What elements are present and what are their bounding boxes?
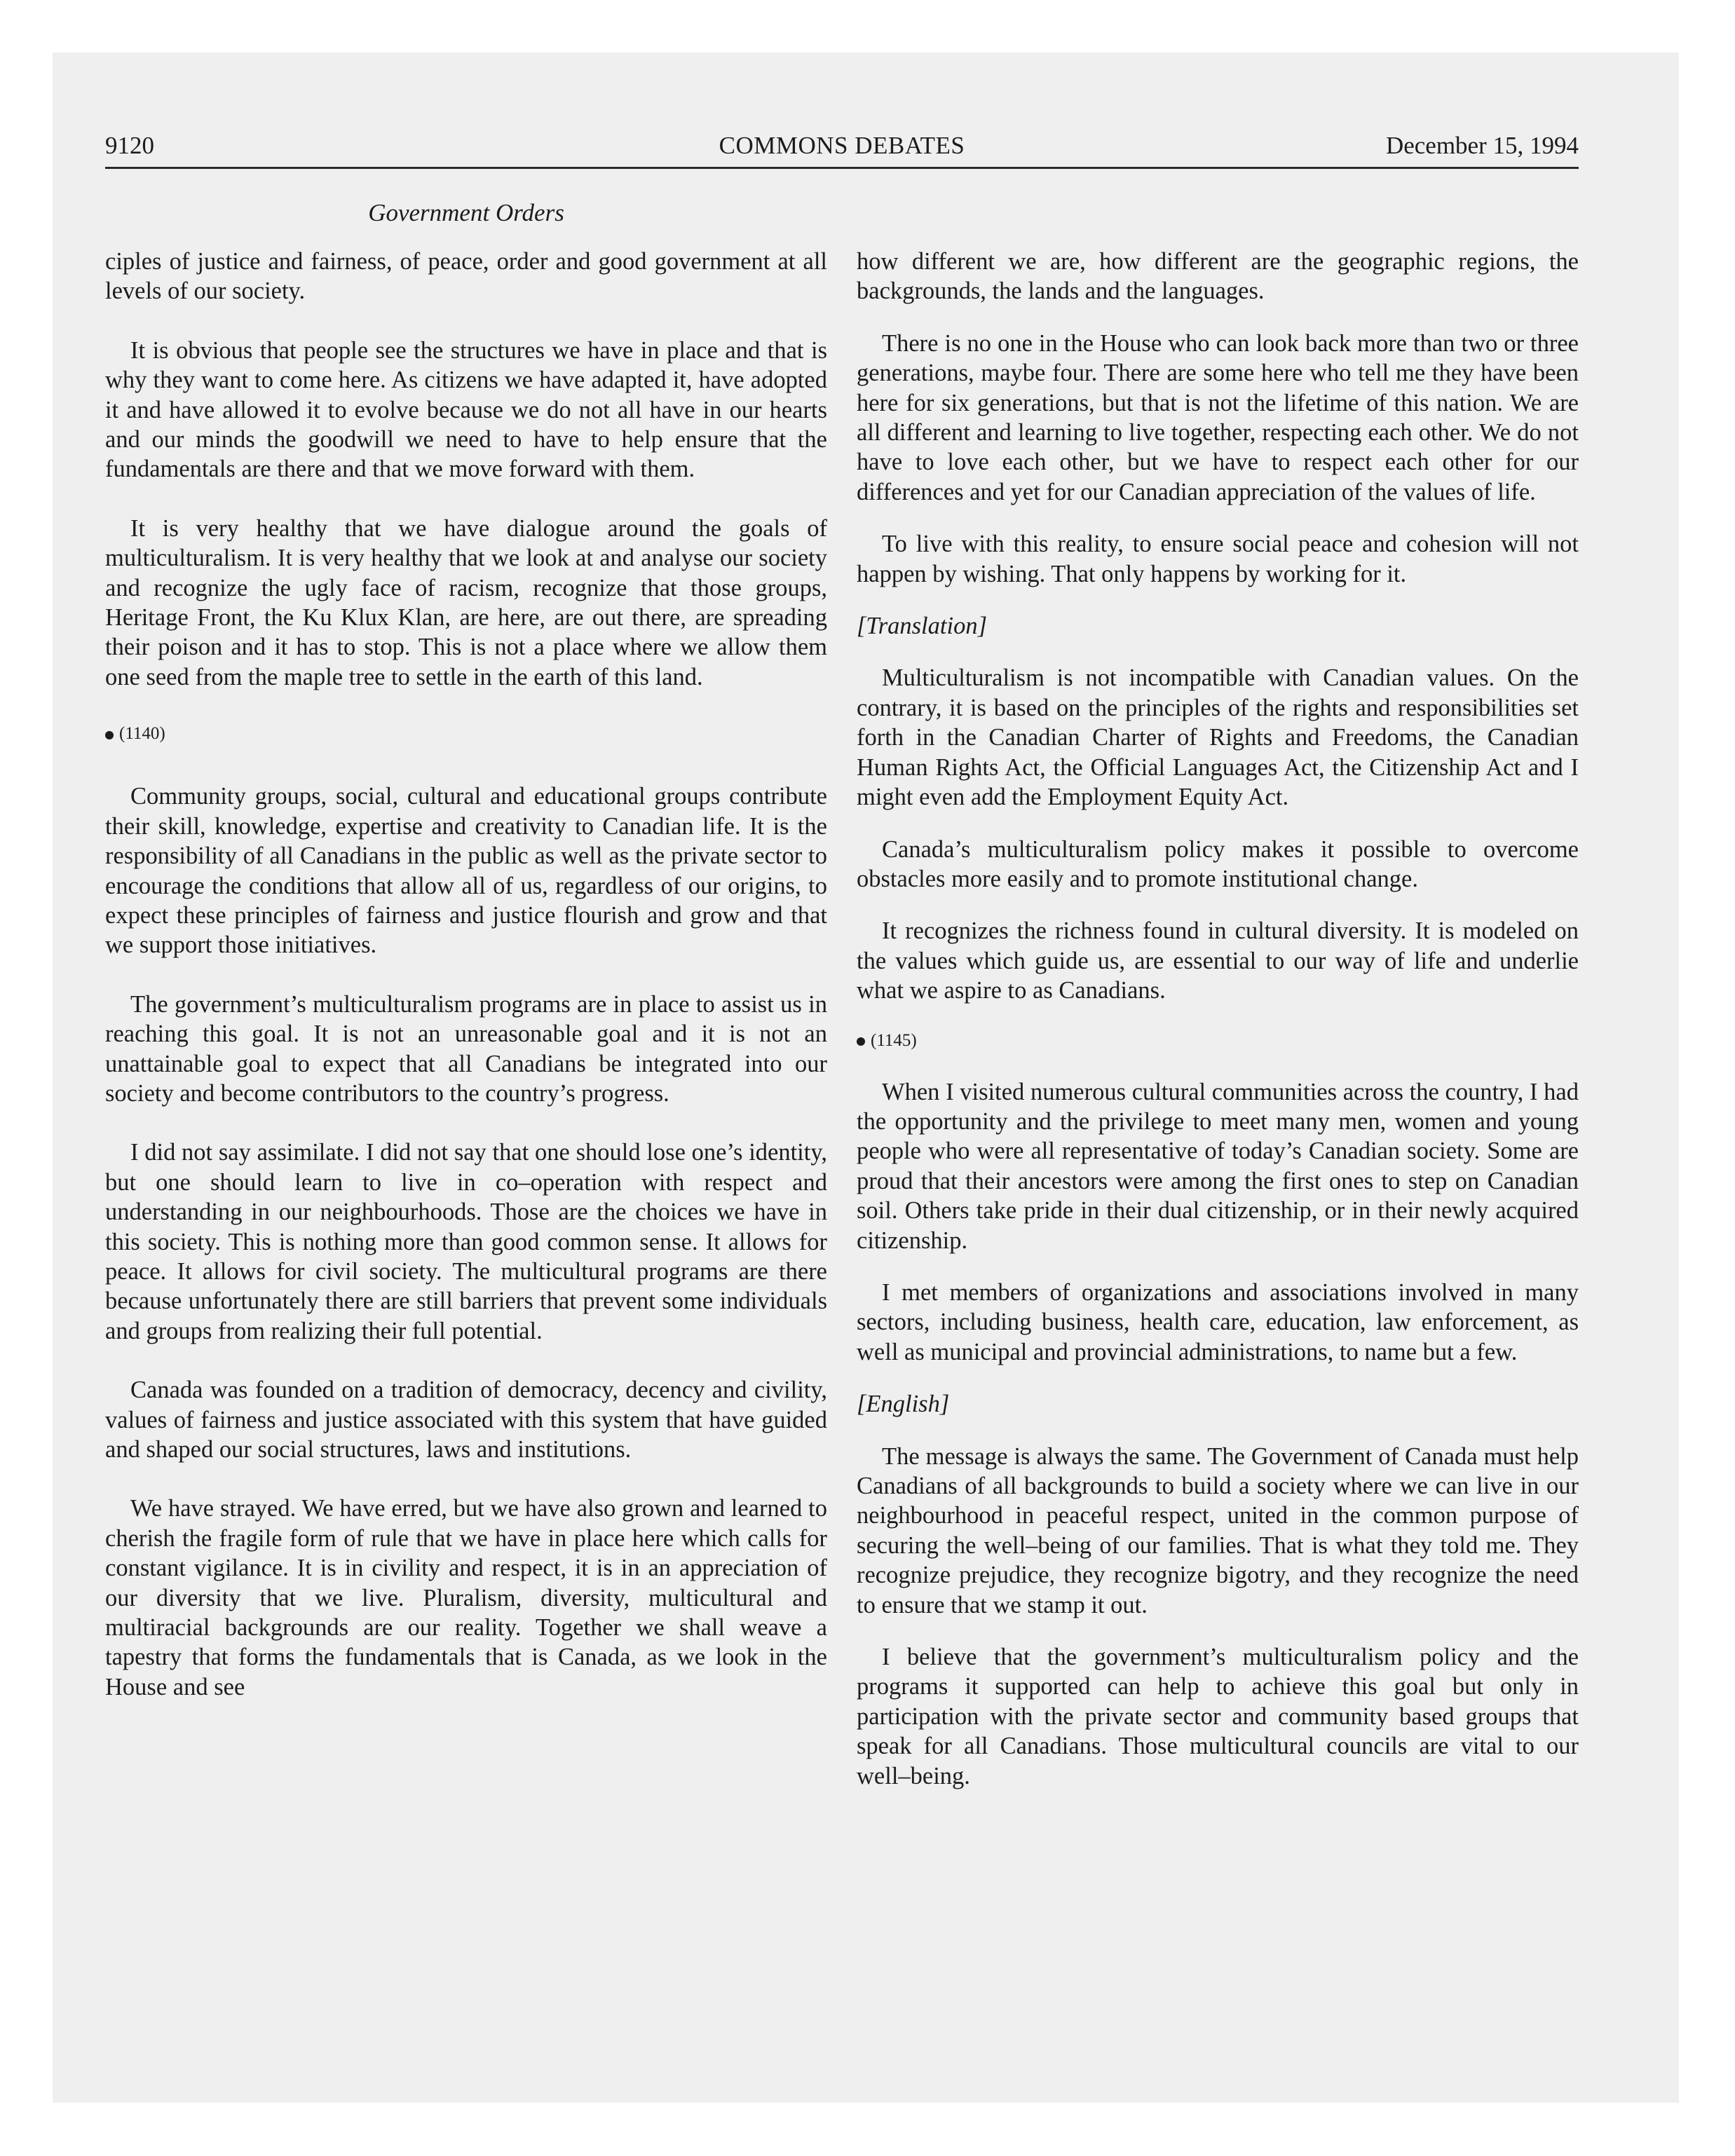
paragraph: To live with this reality, to ensure social peace and cohesion will not happen by wishing. That only happens by working for it. [857,531,1579,587]
right-column [857,247,1579,1813]
time-marker [857,1028,1579,1053]
paragraph: There is no one in the House who can look back more than two or three generations, maybe four. There are some here who tell me they have been here for six generations, but that is not the lifetime of this nation. We are all different and learning to live together, respecting each other. We do not have to love each other, but we have to respect each other for our differences and yet for our Canadian appreciation of the values of life. [857,329,1579,505]
paragraph: It recognizes the richness found in cultural diversity. It is modeled on the values which guide us, are essential to our way of life and underlie what we aspire to as Canadians. [857,917,1579,1004]
header-rule [105,167,1579,169]
time-marker-label: (1145) [871,1030,917,1050]
page-number: 9120 [105,132,154,159]
paragraph: Canada’s multiculturalism policy makes it possible to overcome obstacles more easily and to promote institutional change. [857,835,1579,892]
paragraph: Multiculturalism is not incompatible with Canadian values. On the contrary, it is based on the principles of the rights and responsibilities set forth in the Canadian Charter of Rights and Freedoms, the Canadian Human Rights Act, the Official Languages Act, the Citizenship Act and I might even add the Employment Equity Act. [857,664,1579,811]
paragraph: It is very healthy that we have dialogue around the goals of multiculturalism. It is very healthy that we look at and analyse our society and recognize the ugly face of racism, recognize that those groups, Heritage Front, the Ku Klux Klan, are here, are out there, are spreading their poison and it has to stop. This is not a place where we allow them one seed from the maple tree to settle in the earth of this land. [105,514,827,690]
paragraph: Canada was founded on a tradition of democracy, decency and civility, values of fairness and justice associated with this system that have guided and shaped our social structures, laws and institutions. [105,1377,827,1463]
bullet-icon [105,731,114,739]
page-header [105,126,1579,165]
paragraph: how different we are, how different are the geographic regions, the backgrounds, the lands and the languages. [857,248,1579,305]
publication-title: COMMONS DEBATES [719,132,965,159]
section-title: Government Orders [368,199,564,226]
paragraph: It is obvious that people see the structures we have in place and that is why they want to come here. As citizens we have adapted it, have adopted it and have allowed it to evolve because we do not all have in our hearts and our minds the goodwill we need to have to help ensure that the fundamentals are there and that we move forward with them. [105,336,827,483]
paragraph: The government’s multiculturalism programs are in place to assist us in reaching this goal. It is not an unreasonable goal and it is not an unattainable goal to expect that all Canadians be integrated into our society and become contributors to the country’s progress. [105,990,827,1107]
paragraph: Community groups, social, cultural and educational groups contribute their skill, knowledge, expertise and creativity to Canadian life. It is the responsibility of all Canadians in the public as well as the private sector to encourage the conditions that allow all of us, regardless of our origins, to expect these principles of fairness and justice flourish and grow and that we support those initiatives. [105,783,827,959]
bullet-icon [857,1037,865,1046]
paragraph: We have strayed. We have erred, but we have also grown and learned to cherish the fragile form of rule that we have in place here which calls for constant vigilance. It is in civility and respect, it is in an appreciation of our diversity that we live. Pluralism, diversity, multicultural and multiracial backgrounds are our reality. Together we shall weave a tapestry that forms the fundamentals that is Canada, as we look in the House and see [105,1495,827,1700]
paragraph: I met members of organizations and associations involved in many sectors, including business, health care, education, law enforcement, as well as municipal and provincial administrations, to name but a few. [857,1278,1579,1365]
language-tag: [English] [857,1391,950,1418]
paragraph: ciples of justice and fairness, of peace, order and good government at all levels of our society. [105,248,827,305]
translation-tag: [Translation] [857,613,987,640]
paragraph: I believe that the government’s multiculturalism policy and the programs it supported can help to achieve this goal but only in participation with the private sector and community based groups that speak for all Canadians. Those multicultural councils are vital to our well–being. [857,1644,1579,1789]
paragraph: The message is always the same. The Government of Canada must help Canadians of all backgrounds to build a society where we can live in our neighbourhood in peaceful respect, united in the common purpose of securing the well–being of our families. That is what they told me. They recognize prejudice, they recognize bigotry, and they recognize the need to ensure that we stamp it out. [857,1442,1579,1618]
paragraph: I did not say assimilate. I did not say that one should lose one’s identity, but one should learn to live in co–operation with respect and understanding in our neighbourhoods. Those are the choices we have in this society. This is nothing more than good common sense. It allows for peace. It allows for civil society. The multicultural programs are there because unfortunately there are still barriers that prevent some individuals and groups from realizing their full potential. [105,1139,827,1344]
time-marker [105,721,827,746]
time-marker-label: (1140) [119,724,165,744]
publication-date: December 15, 1994 [1385,132,1579,159]
left-column [105,247,827,1731]
paragraph: When I visited numerous cultural communities across the country, I had the opportunity and the privilege to meet many men, women and young people who were all representative of today’s Canadian society. Some are proud that their ancestors were among the first ones to step on Canadian soil. Others take pride in their dual citizenship, or in their newly acquired citizenship. [857,1078,1579,1254]
